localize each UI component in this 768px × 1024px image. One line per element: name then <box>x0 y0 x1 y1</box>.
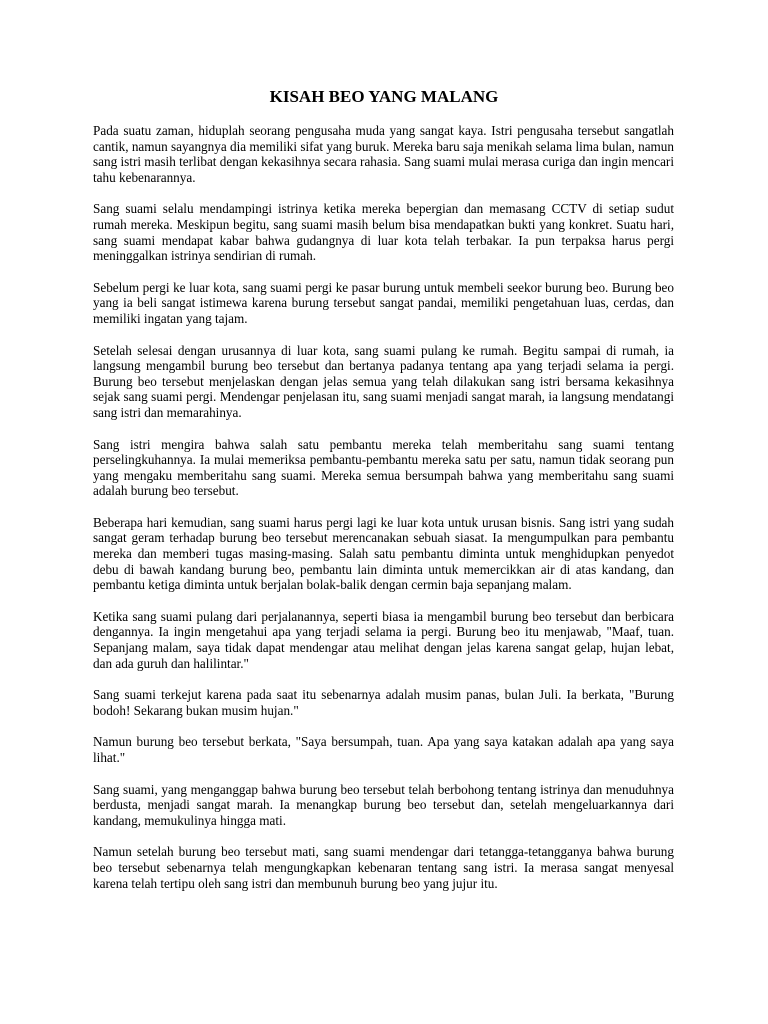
paragraph: Sang suami selalu mendampingi istrinya ketika mereka bepergian dan memasang CCTV di setiap sudut rumah mereka. Meskipun begitu, sang suami masih belum bisa mendapatkan bukti yang konkret. Suatu hari, sang suami mendapat kabar bahwa gudangnya di luar kota telah terbakar. Ia pun terpaksa harus pergi meninggalkan istrinya sendirian di rumah. <box>93 201 674 264</box>
paragraph: Beberapa hari kemudian, sang suami harus pergi lagi ke luar kota untuk urusan bisnis. Sang istri yang sudah sangat geram terhadap burung beo tersebut merencanakan sebuah siasat. Ia mengumpulkan para pembantu mereka dan memberi tugas masing-masing. Salah satu pembantu diminta untuk menghidupkan penyedot debu di bawah kandang burung beo, pembantu lain diminta untuk memercikkan air di atas kandang, dan pembantu ketiga diminta untuk berjalan bolak-balik dengan cermin baja sepanjang malam. <box>93 514 674 593</box>
document-body <box>93 123 674 907</box>
paragraph: Sebelum pergi ke luar kota, sang suami pergi ke pasar burung untuk membeli seekor burung beo. Burung beo yang ia beli sangat istimewa karena burung tersebut sangat pandai, memiliki pengetahuan luas, cerdas, dan memiliki ingatan yang tajam. <box>93 279 674 326</box>
paragraph: Ketika sang suami pulang dari perjalanannya, seperti biasa ia mengambil burung beo tersebut dan berbicara dengannya. Ia ingin mengetahui apa yang terjadi selama ia pergi. Burung beo itu menjawab, "Maaf, tuan. Sepanjang malam, saya tidak dapat mendengar atau melihat dengan jelas karena sangat gelap, hujan lebat, dan ada guruh dan halilintar." <box>93 608 674 671</box>
paragraph: Setelah selesai dengan urusannya di luar kota, sang suami pulang ke rumah. Begitu sampai di rumah, ia langsung mengambil burung beo tersebut dan bertanya padanya tentang apa yang terjadi selama ia pergi. Burung beo tersebut menjelaskan dengan jelas semua yang telah dilakukan sang istri bersama kekasihnya sejak sang suami pergi. Mendengar penjelasan itu, sang suami menjadi sangat marah, ia langsung mendatangi sang istri dan memarahinya. <box>93 342 674 420</box>
paragraph: Sang suami terkejut karena pada saat itu sebenarnya adalah musim panas, bulan Juli. Ia berkata, "Burung bodoh! Sekarang bukan musim hujan." <box>93 687 674 718</box>
paragraph: Sang istri mengira bahwa salah satu pembantu mereka telah memberitahu sang suami tentang perselingkuhannya. Ia mulai memeriksa pembantu-pembantu mereka satu per satu, namun tidak seorang pun yang mengaku memberitahu sang suami. Mereka semua bersumpah bahwa yang memberitahu sang suami adalah burung beo tersebut. <box>93 436 674 499</box>
paragraph: Pada suatu zaman, hiduplah seorang pengusaha muda yang sangat kaya. Istri pengusaha tersebut sangatlah cantik, namun sayangnya dia memiliki sifat yang buruk. Mereka baru saja menikah selama lima bulan, namun sang istri masih terlibat dengan kekasihnya secara rahasia. Sang suami mulai merasa curiga dan ingin mencari tahu kebenarannya. <box>93 123 674 185</box>
document-title: KISAH BEO YANG MALANG <box>269 87 499 106</box>
paragraph: Sang suami, yang menganggap bahwa burung beo tersebut telah berbohong tentang istrinya dan menuduhnya berdusta, menjadi sangat marah. Ia menangkap burung beo tersebut dan, setelah mengeluarkannya dari kandang, memukulinya hingga mati. <box>93 781 674 828</box>
paragraph: Namun burung beo tersebut berkata, "Saya bersumpah, tuan. Apa yang saya katakan adalah apa yang saya lihat." <box>93 734 674 765</box>
paragraph: Namun setelah burung beo tersebut mati, sang suami mendengar dari tetangga-tetangganya bahwa burung beo tersebut sebenarnya telah mengungkapkan kebenaran tentang sang istri. Ia merasa sangat menyesal karena telah tertipu oleh sang istri dan membunuh burung beo yang jujur itu. <box>93 844 674 891</box>
